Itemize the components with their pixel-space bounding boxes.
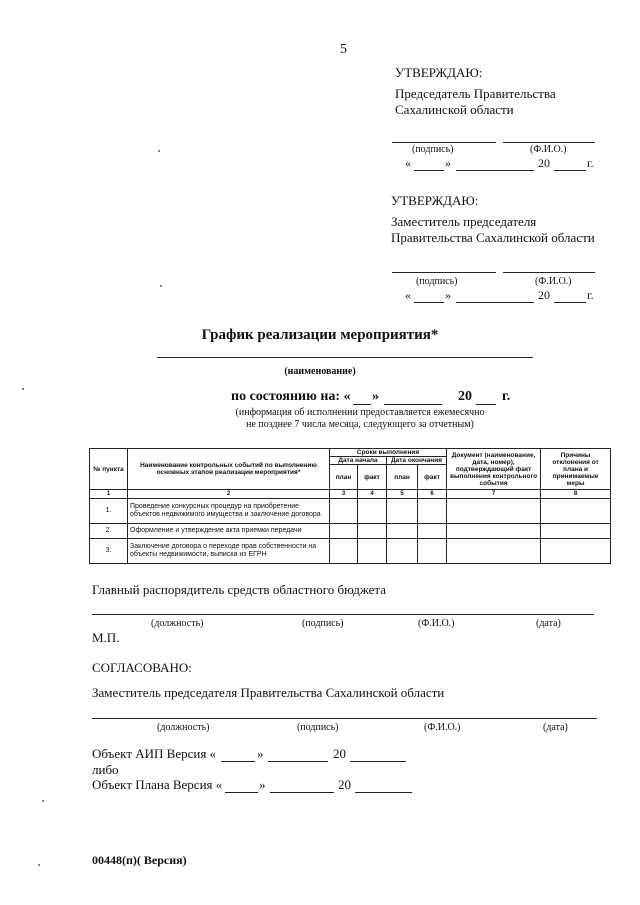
row-num: 1. [90,499,128,524]
cell-empty [358,499,387,524]
name-caption: (наименование) [284,366,356,377]
row-name: Заключение договора о переходе прав собственности на объекты недвижимости, выписка из ЕГРН [128,539,330,564]
aip-version-close: » [257,746,264,761]
approve-1-name-caption: (Ф.И.О.) [530,144,567,155]
plan-version-year: 20 [338,777,351,792]
approve-2-position-line1: Заместитель председателя [391,214,537,229]
agreed-heading: СОГЛАСОВАНО: [92,660,192,675]
cell-empty [358,524,387,539]
col-header-end: Дата окончания [387,457,447,465]
approve-2-month-blank [456,302,534,303]
cell-empty [447,539,541,564]
row-num: 2. [90,524,128,539]
column-number: 2 [128,490,330,499]
aip-month-blank [268,761,328,762]
approve-2-heading: УТВЕРЖДАЮ: [391,193,479,208]
approve-1-position-line2: Сахалинской области [395,102,514,117]
scan-speck [158,150,160,152]
approve-1-month-blank [456,170,534,171]
scan-speck [38,864,40,866]
cell-empty [358,539,387,564]
status-note-line1: (информация об исполнении предоставляется ежемесячно [235,407,485,418]
status-note-line2: не позднее 7 числа месяца, следующего за отчетным) [246,419,474,430]
approve-1-date-suffix: г. [587,156,594,170]
approve-1-sign-line [392,142,496,143]
approve-2-date-suffix: г. [587,288,594,302]
agreed-sign-caption: (подпись) [297,722,339,733]
or-label: либо [92,762,119,777]
agreed-date-caption: (дата) [543,722,568,733]
column-number: 8 [541,490,611,499]
cell-empty [330,499,358,524]
column-number: 5 [387,490,418,499]
status-year: 20 [458,389,472,404]
column-number-row [90,490,611,499]
row-name: Проведение конкурсных процедур на приобретение объектов недвижимого имущества и заключение договора [128,499,330,524]
cell-empty [541,539,611,564]
row-num: 3. [90,539,128,564]
approve-2-day-blank [414,302,444,303]
chief-position-caption: (должность) [151,618,204,629]
plan-year-blank [355,792,412,793]
name-line [157,357,533,358]
schedule-table [89,448,611,564]
scan-speck [42,800,44,802]
scan-speck [160,285,162,287]
approve-2-position-line2: Правительства Сахалинской области [391,230,595,245]
col-header-start-fact: факт [358,465,387,490]
col-header-end-fact: факт [418,465,447,490]
col-header-start-plan: план [330,465,358,490]
approve-2-year-blank [554,302,586,303]
status-suffix: г. [502,389,511,404]
page-title: График реализации мероприятия* [201,327,439,343]
status-day-blank [353,404,371,405]
approve-1-date-year: 20 [538,156,550,170]
col-header-doc: Документ (наименование, дата, номер), подтверждающий факт выполнения контрольного события [447,449,541,490]
col-header-end-plan: план [387,465,418,490]
cell-empty [541,524,611,539]
scan-speck [22,388,24,390]
column-number: 4 [358,490,387,499]
cell-empty [330,539,358,564]
agreed-name-caption: (Ф.И.О.) [424,722,461,733]
cell-empty [387,539,418,564]
status-month-blank [384,404,442,405]
approve-1-heading: УТВЕРЖДАЮ: [395,65,483,80]
cell-empty [541,499,611,524]
cell-empty [418,524,447,539]
row-name: Оформление и утверждение акта приемки передачи [128,524,330,539]
aip-day-blank [221,761,255,762]
agreed-title: Заместитель председателя Правительства Сахалинской области [92,685,445,700]
cell-empty [418,539,447,564]
col-header-name: Наименование контрольных событий по выполнению основных этапов реализации мероприятия* [128,449,330,490]
column-number: 3 [330,490,358,499]
cell-empty [387,499,418,524]
approve-2-date-year: 20 [538,288,550,302]
approve-1-date-open: « [405,156,411,170]
plan-month-blank [270,792,334,793]
cell-empty [447,524,541,539]
plan-version-label: Объект Плана Версия « [92,777,223,792]
col-header-reasons: Причины отклонения от плана и принимаемые меры [541,449,611,490]
footer-code: 00448(п)( Версия) [92,853,187,867]
approve-2-name-caption: (Ф.И.О.) [535,276,572,287]
approve-2-sign-line [392,272,496,273]
approve-1-year-blank [554,170,586,171]
approve-1-position-line1: Председатель Правительства [395,86,556,101]
cell-empty [387,524,418,539]
chief-date-caption: (дата) [536,618,561,629]
status-close: » [372,389,379,404]
approve-2-date-close: » [445,288,451,302]
chief-sign-caption: (подпись) [302,618,344,629]
aip-version-label: Объект АИП Версия « [92,746,217,761]
col-header-start: Дата начала [330,457,387,465]
agreed-position-caption: (должность) [157,722,210,733]
aip-year-blank [350,761,406,762]
cell-empty [330,524,358,539]
status-label: по состоянию на: « [231,389,351,404]
cell-empty [418,499,447,524]
approve-1-date-close: » [445,156,451,170]
chief-sign-line [92,614,594,615]
table-row [90,539,611,564]
chief-name-caption: (Ф.И.О.) [418,618,455,629]
agreed-sign-line [92,718,597,719]
aip-version-year: 20 [333,746,346,761]
status-year-blank [476,404,496,405]
column-number: 6 [418,490,447,499]
approve-2-sign-caption: (подпись) [416,276,458,287]
plan-version-close: » [259,777,266,792]
approve-2-name-line [503,272,595,273]
approve-1-sign-caption: (подпись) [412,144,454,155]
table-row [90,524,611,539]
column-number: 1 [90,490,128,499]
cell-empty [447,499,541,524]
approve-1-name-line [503,142,595,143]
col-header-terms: Сроки выполнения [330,449,447,457]
col-header-num: № пункта [90,449,128,490]
plan-day-blank [225,792,258,793]
approve-2-date-open: « [405,288,411,302]
chief-title: Главный распорядитель средств областного бюджета [92,582,387,597]
column-number: 7 [447,490,541,499]
stamp-label: М.П. [92,630,120,645]
page-number: 5 [340,42,347,57]
approve-1-day-blank [414,170,444,171]
table-row [90,499,611,524]
